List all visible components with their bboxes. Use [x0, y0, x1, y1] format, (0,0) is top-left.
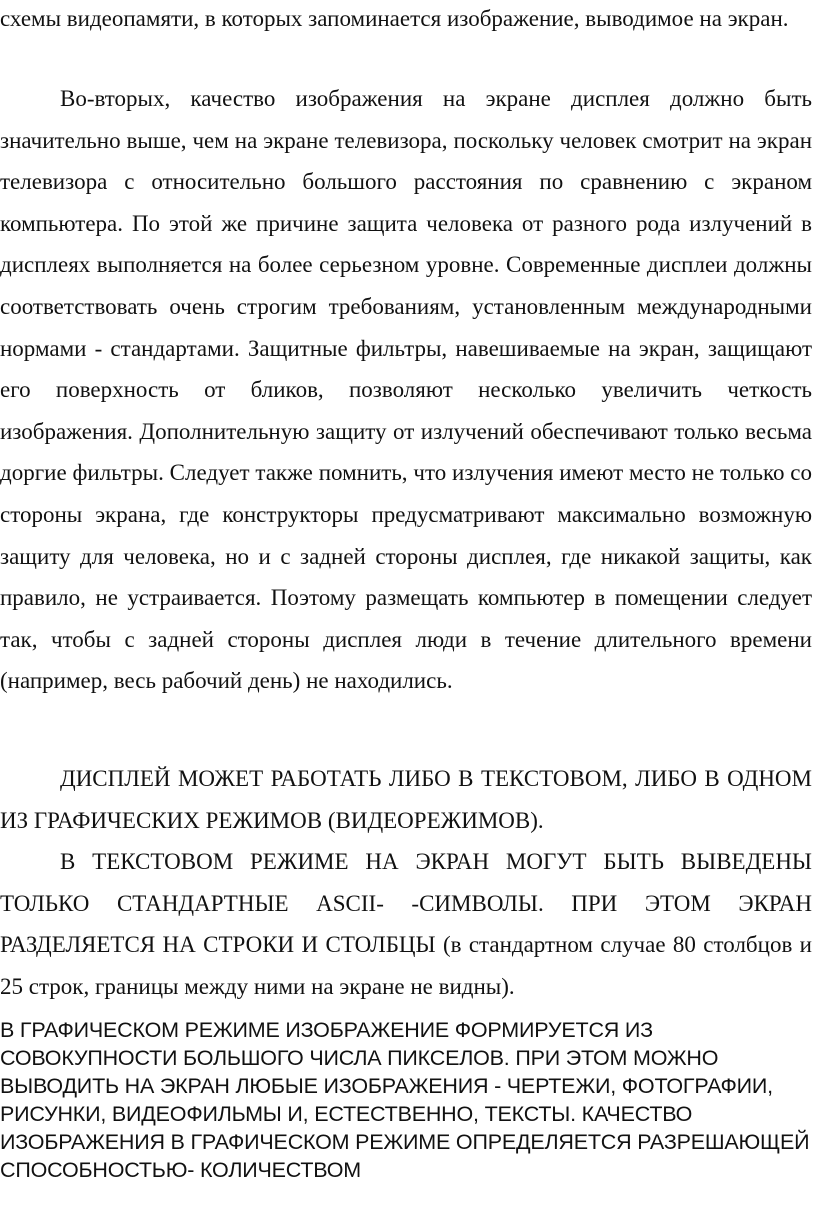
paragraph-display-modes: ДИСПЛЕЙ МОЖЕТ РАБОТАТЬ ЛИБО В ТЕКСТОВОМ, ЛИБО В ОДНОМ ИЗ ГРАФИЧЕСКИХ РЕЖИМОВ (ВИДЕОРЕЖИМОВ). [0, 766, 812, 833]
paragraph-graphics-mode: В ГРАФИЧЕСКОМ РЕЖИМЕ ИЗОБРАЖЕНИЕ ФОРМИРУЕТСЯ ИЗ СОВОКУПНОСТИ БОЛЬШОГО ЧИСЛА ПИКСЕЛОВ. ПРИ ЭТОМ МОЖНО ВЫВОДИТЬ НА ЭКРАН ЛЮБЫЕ ИЗОБРАЖЕНИЯ - ЧЕРТЕЖИ, ФОТОГРАФИИ, РИСУНКИ, ВИДЕОФИЛЬМЫ И, ЕСТЕСТВЕННО, ТЕКСТЫ. КАЧЕСТВО ИЗОБРАЖЕНИЯ В ГРАФИЧЕСКОМ РЕЖИМЕ ОПРЕДЕЛЯЕТСЯ РАЗРЕШАЮЩЕЙ СПОСОБНОСТЬЮ- КОЛИЧЕСТВОМ [0, 1018, 810, 1182]
paragraph-display-quality: Во-вторых, качество изображения на экране дисплея должно быть значительно выше, чем на экране телевизора, поскольку человек смотрит на экран телевизора с относительно большого расстояния по сравнению с экраном компьютера. По этой же причине защита человека от разного рода излучений в дисплеях выполняется на более серьезном уровне. Современные дисплеи должны соответствовать очень строгим требованиям, установленным международными нормами - стандартами. Защитные фильтры, навешиваемые на экран, защищают его поверхность от бликов, позволяют несколько увеличить четкость изображения. Дополнительную защиту от излучений обеспечивают только весьма доргие фильтры. Следует также помнить, что излучения имеют место не только со стороны экрана, где конструкторы предусматривают максимально возможную защиту для человека, но и с задней стороны дисплея, где никакой защиты, как правило, не устраивается. Поэтому размещать компьютер в помещении следует так, чтобы с задней стороны дисплея люди в течение длительного времени (например, весь рабочий день) не находились. [0, 86, 812, 694]
paragraph-text-mode: В ТЕКСТОВОМ РЕЖИМЕ НА ЭКРАН МОГУТ БЫТЬ ВЫВЕДЕНЫ ТОЛЬКО СТАНДАРТНЫЕ ASCII- -СИМВОЛЫ. ПРИ ЭТОМ ЭКРАН РАЗДЕЛЯЕТСЯ НА СТРОКИ И СТОЛБЦЫ (в стандартном случае 80 столбцов и 25 строк, границы между ними на экране не видны). [0, 849, 812, 999]
paragraph-continuation: схемы видеопамяти, в которых запоминается изображение, выводимое на экран. [0, 6, 789, 31]
